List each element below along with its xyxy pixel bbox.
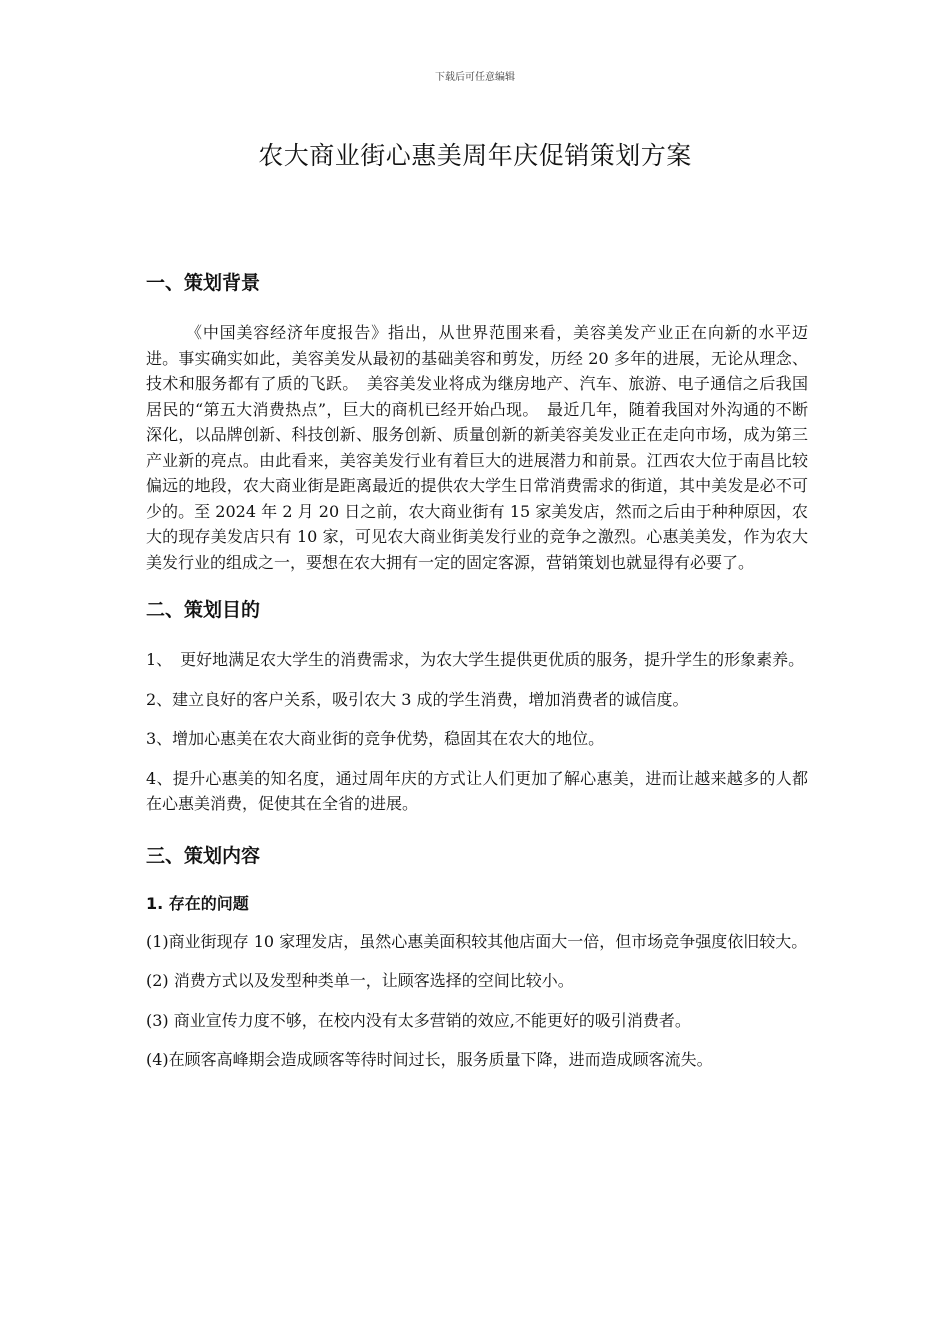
- problem-item-2: (2) 消费方式以及发型种类单一，让顾客选择的空间比较小。: [146, 971, 574, 990]
- purpose-item-2: 2、建立良好的客户关系，吸引农大 3 成的学生消费，增加消费者的诚信度。: [146, 689, 689, 709]
- problem-item-4: (4)在顾客高峰期会造成顾客等待时间过长，服务质量下降，进而造成顾客流失。: [146, 1050, 713, 1069]
- purpose-item-4: 4、提升心惠美的知名度，通过周年庆的方式让人们更加了解心惠美，进而让越来越多的人都在心惠美消费，促使其在全省的进展。: [146, 768, 808, 813]
- header-note: 下载后可任意编辑: [435, 72, 515, 83]
- subheading-problems: 1. 存在的问题: [146, 893, 249, 913]
- background-paragraph: 《中国美容经济年度报告》指出，从世界范围来看，美容美发产业正在向新的水平迈进。事实确实如此，美容美发从最初的基础美容和剪发，历经 20 多年的进展，无论从理念、技术和服务都有了质的飞跃。 美容美发业将成为继房地产、汽车、旅游、电子通信之后我国居民的“第五大消费热点”，巨大的商机已经开始凸现。 最近几年，随着我国对外沟通的不断深化，以品牌创新、科技创新、服务创新、质量创新的新美容美发业正在走向市场，成为第三产业新的亮点。由此看来，美容美发行业有着巨大的进展潜力和前景。江西农大位于南昌比较偏远的地段，农大商业街是距离最近的提供农大学生日常消费需求的街道，其中美发是必不可少的。至 2024 年 2 月 20 日之前，农大商业街有 15 家美发店，然而之后由于种种原因，农大的现存美发店只有 10 家，可见农大商业街美发行业的竞争之激烈。心惠美美发，作为农大美发行业的组成之一，要想在农大拥有一定的固定客源，营销策划也就显得有必要了。: [146, 323, 808, 572]
- section-heading-purpose: 二、策划目的: [146, 599, 261, 621]
- problem-item-1: (1)商业街现存 10 家理发店，虽然心惠美面积较其他店面大一倍，但市场竞争强度依旧较大。: [146, 931, 808, 951]
- section-heading-content: 三、策划内容: [146, 844, 261, 867]
- section-heading-background: 一、策划背景: [146, 272, 261, 294]
- document-body: [146, 268, 808, 1073]
- purpose-item-3: 3、增加心惠美在农大商业街的竞争优势，稳固其在农大的地位。: [146, 729, 605, 748]
- document-title: 农大商业街心惠美周年庆促销策划方案: [258, 141, 692, 170]
- problem-item-3: (3) 商业宣传力度不够，在校内没有太多营销的效应,不能更好的吸引消费者。: [146, 1010, 691, 1030]
- purpose-item-1: 1、 更好地满足农大学生的消费需求，为农大学生提供更优质的服务，提升学生的形象素养。: [146, 650, 805, 669]
